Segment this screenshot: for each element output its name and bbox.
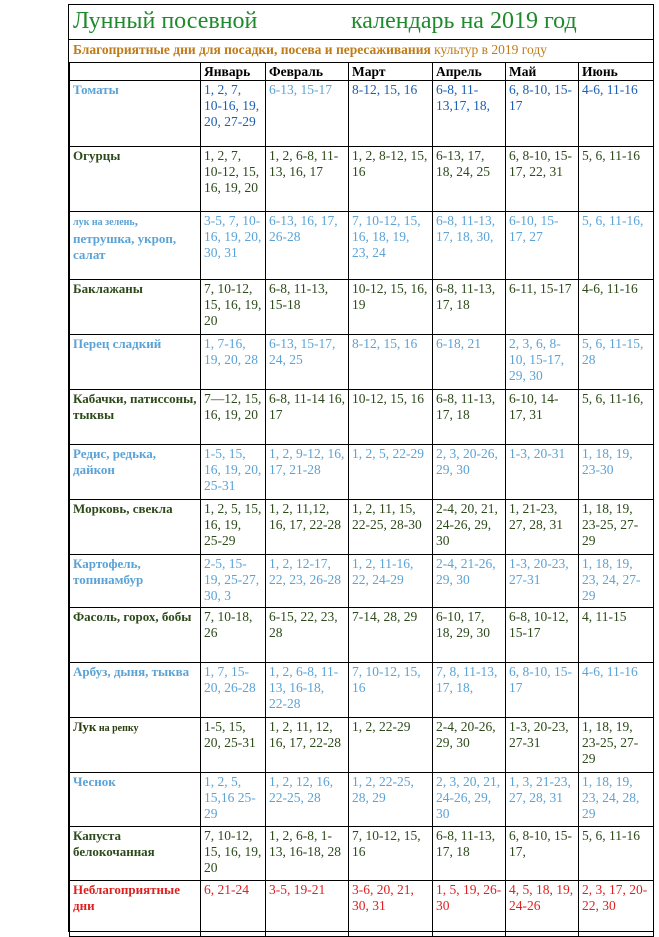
day-cell: 1, 2, 22-25, 28, 29 bbox=[349, 773, 433, 827]
day-cell: 10-12, 15, 16, 19 bbox=[349, 280, 433, 335]
day-cell: 1, 18, 19, 23, 24, 27-29 bbox=[579, 555, 654, 608]
month-header: Февраль bbox=[266, 63, 349, 81]
crop-name: Перец сладкий bbox=[70, 335, 201, 390]
day-cell: 7, 10-12, 15, 16, 18, 19, 23, 24 bbox=[349, 212, 433, 280]
calendar-sheet bbox=[68, 4, 654, 932]
day-cell: 1, 2, 11, 12, 16, 17, 22-28 bbox=[266, 718, 349, 773]
day-cell: 8-12, 15, 16 bbox=[349, 335, 433, 390]
day-cell: 4, 11-15 bbox=[579, 608, 654, 663]
day-cell: 6-15, 22, 23, 28 bbox=[266, 608, 349, 663]
table-row bbox=[70, 827, 654, 881]
table-row bbox=[70, 147, 654, 212]
table-row bbox=[70, 718, 654, 773]
crop-name-main: Лук bbox=[73, 719, 97, 734]
day-cell: 6-10, 15-17, 27 bbox=[506, 212, 579, 280]
crop-name: Картофель, топинамбур bbox=[70, 555, 201, 608]
day-cell: 1, 2, 7, 10-12, 15, 16, 19, 20 bbox=[201, 147, 266, 212]
day-cell: 1, 18, 19, 23-25, 27-29 bbox=[579, 500, 654, 555]
crop-name: Чеснок bbox=[70, 773, 201, 827]
day-cell: 1, 2, 11-16, 22, 24-29 bbox=[349, 555, 433, 608]
day-cell: 6-13, 17, 18, 24, 25 bbox=[433, 147, 506, 212]
day-cell: 6, 8-10, 15-17, 22, 31 bbox=[506, 147, 579, 212]
day-cell: 1, 3, 21-23, 27, 28, 31 bbox=[506, 773, 579, 827]
day-cell: 7, 8, 11-13, 17, 18, bbox=[433, 663, 506, 718]
day-cell: 2-4, 20, 21, 24-26, 29, 30 bbox=[433, 500, 506, 555]
header-row bbox=[70, 63, 654, 81]
day-cell: 1, 2, 22-29 bbox=[349, 718, 433, 773]
day-cell: 2, 3, 6, 8-10, 15-17, 29, 30 bbox=[506, 335, 579, 390]
day-cell: 10-12, 15, 16 bbox=[349, 390, 433, 445]
day-cell: 1, 2, 11, 15, 22-25, 28-30 bbox=[349, 500, 433, 555]
crop-name-rest: , петрушка, укроп, салат bbox=[73, 213, 177, 262]
day-cell: 4, 5, 18, 19, 24-26 bbox=[506, 881, 579, 937]
day-cell: 7, 10-12, 15, 16, 19, 20 bbox=[201, 827, 266, 881]
crop-name: Неблагоприятные дни bbox=[70, 881, 201, 937]
month-header: Май bbox=[506, 63, 579, 81]
day-cell: 1-3, 20-23, 27-31 bbox=[506, 718, 579, 773]
day-cell: 1-5, 15, 16, 19, 20, 25-31 bbox=[201, 445, 266, 500]
day-cell: 2, 3, 20, 21, 24-26, 29, 30 bbox=[433, 773, 506, 827]
day-cell: 1, 2, 12, 16, 22-25, 28 bbox=[266, 773, 349, 827]
day-cell: 1, 2, 5, 15, 16, 19, 25-29 bbox=[201, 500, 266, 555]
day-cell: 1, 7-16, 19, 20, 28 bbox=[201, 335, 266, 390]
day-cell: 5, 6, 11-15, 28 bbox=[579, 335, 654, 390]
day-cell: 1, 7, 15-20, 26-28 bbox=[201, 663, 266, 718]
day-cell: 1-3, 20-23, 27-31 bbox=[506, 555, 579, 608]
day-cell: 8-12, 15, 16 bbox=[349, 81, 433, 147]
day-cell: 7—12, 15, 16, 19, 20 bbox=[201, 390, 266, 445]
crop-name-small: на репку bbox=[96, 723, 139, 734]
day-cell: 5, 6, 11-16, bbox=[579, 212, 654, 280]
month-header: Апрель bbox=[433, 63, 506, 81]
day-cell: 6-8, 11-14 16, 17 bbox=[266, 390, 349, 445]
day-cell: 6-8, 11-13, 15-18 bbox=[266, 280, 349, 335]
day-cell: 6, 8-10, 15-17, bbox=[506, 827, 579, 881]
day-cell: 3-6, 20, 21, 30, 31 bbox=[349, 881, 433, 937]
day-cell: 7-14, 28, 29 bbox=[349, 608, 433, 663]
day-cell: 1, 2, 5, 22-29 bbox=[349, 445, 433, 500]
crop-name: Капуста белокочанная bbox=[70, 827, 201, 881]
day-cell: 5, 6, 11-16, bbox=[579, 390, 654, 445]
day-cell: 6, 8-10, 15-17 bbox=[506, 81, 579, 147]
day-cell: 4-6, 11-16 bbox=[579, 81, 654, 147]
day-cell: 1, 2, 11,12, 16, 17, 22-28 bbox=[266, 500, 349, 555]
crop-name: Баклажаны bbox=[70, 280, 201, 335]
day-cell: 1, 2, 6-8, 11-13, 16-18, 22-28 bbox=[266, 663, 349, 718]
calendar-table bbox=[69, 62, 654, 937]
day-cell: 1, 2, 5, 15,16 25-29 bbox=[201, 773, 266, 827]
title-right: календарь на 2019 год bbox=[351, 8, 577, 34]
header-corner bbox=[70, 63, 201, 81]
month-header: Март bbox=[349, 63, 433, 81]
table-row bbox=[70, 608, 654, 663]
day-cell: 1-3, 20-31 bbox=[506, 445, 579, 500]
day-cell: 4-6, 11-16 bbox=[579, 663, 654, 718]
day-cell: 4-6, 11-16 bbox=[579, 280, 654, 335]
day-cell: 1, 2, 8-12, 15, 16 bbox=[349, 147, 433, 212]
day-cell: 7, 10-18, 26 bbox=[201, 608, 266, 663]
day-cell: 3-5, 7, 10-16, 19, 20, 30, 31 bbox=[201, 212, 266, 280]
day-cell: 5, 6, 11-16 bbox=[579, 827, 654, 881]
day-cell: 6-13, 15-17, 24, 25 bbox=[266, 335, 349, 390]
day-cell: 6-10, 14-17, 31 bbox=[506, 390, 579, 445]
subtitle-row bbox=[69, 40, 653, 63]
day-cell: 6-8, 11-13, 17, 18 bbox=[433, 827, 506, 881]
crop-name: Томаты bbox=[70, 81, 201, 147]
crop-name: Огурцы bbox=[70, 147, 201, 212]
day-cell: 1, 18, 19, 23-30 bbox=[579, 445, 654, 500]
day-cell: 6-8, 11-13, 17, 18 bbox=[433, 280, 506, 335]
day-cell: 7, 10-12, 15, 16 bbox=[349, 827, 433, 881]
day-cell: 6-13, 16, 17, 26-28 bbox=[266, 212, 349, 280]
day-cell: 1, 5, 19, 26-30 bbox=[433, 881, 506, 937]
day-cell: 1, 2, 7, 10-16, 19, 20, 27-29 bbox=[201, 81, 266, 147]
crop-name: Фасоль, горох, бобы bbox=[70, 608, 201, 663]
day-cell: 6-13, 15-17 bbox=[266, 81, 349, 147]
day-cell: 5, 6, 11-16 bbox=[579, 147, 654, 212]
day-cell: 1, 2, 9-12, 16, 17, 21-28 bbox=[266, 445, 349, 500]
day-cell: 6, 21-24 bbox=[201, 881, 266, 937]
table-row bbox=[70, 335, 654, 390]
day-cell: 2-5, 15-19, 25-27, 30, 3 bbox=[201, 555, 266, 608]
table-row bbox=[70, 280, 654, 335]
day-cell: 6-8, 11-13, 17, 18, 30, bbox=[433, 212, 506, 280]
day-cell: 6-8, 11-13, 17, 18 bbox=[433, 390, 506, 445]
day-cell: 2, 3, 20-26, 29, 30 bbox=[433, 445, 506, 500]
crop-name: Редис, редька, дайкон bbox=[70, 445, 201, 500]
title-left: Лунный посевной bbox=[73, 8, 258, 34]
month-header: Июнь bbox=[579, 63, 654, 81]
day-cell: 1, 2, 12-17, 22, 23, 26-28 bbox=[266, 555, 349, 608]
subtitle-normal: культур в 2019 году bbox=[430, 42, 547, 57]
day-cell: 6, 8-10, 15-17 bbox=[506, 663, 579, 718]
day-cell: 1, 2, 6-8, 11-13, 16, 17 bbox=[266, 147, 349, 212]
day-cell: 6-8, 11-13,17, 18, bbox=[433, 81, 506, 147]
day-cell: 6-8, 10-12, 15-17 bbox=[506, 608, 579, 663]
table-row bbox=[70, 445, 654, 500]
subtitle bbox=[73, 42, 547, 58]
day-cell: 2, 3, 17, 20-22, 30 bbox=[579, 881, 654, 937]
day-cell: 1-5, 15, 20, 25-31 bbox=[201, 718, 266, 773]
table-row bbox=[70, 212, 654, 280]
day-cell: 7, 10-12, 15, 16 bbox=[349, 663, 433, 718]
crop-name: Кабачки, патиссоны, тыквы bbox=[70, 390, 201, 445]
month-header: Январь bbox=[201, 63, 266, 81]
crop-name: Арбуз, дыня, тыква bbox=[70, 663, 201, 718]
day-cell: 1, 2, 6-8, 1-13, 16-18, 28 bbox=[266, 827, 349, 881]
day-cell: 6-18, 21 bbox=[433, 335, 506, 390]
table-row bbox=[70, 81, 654, 147]
day-cell: 1, 18, 19, 23, 24, 28, 29 bbox=[579, 773, 654, 827]
day-cell: 1, 18, 19, 23-25, 27-29 bbox=[579, 718, 654, 773]
table-row bbox=[70, 663, 654, 718]
day-cell: 2-4, 21-26, 29, 30 bbox=[433, 555, 506, 608]
table-row bbox=[70, 881, 654, 937]
crop-name-main: лук на зелень bbox=[73, 217, 135, 228]
table-row bbox=[70, 773, 654, 827]
day-cell: 2-4, 20-26, 29, 30 bbox=[433, 718, 506, 773]
day-cell: 1, 21-23, 27, 28, 31 bbox=[506, 500, 579, 555]
day-cell: 6-11, 15-17 bbox=[506, 280, 579, 335]
title-row bbox=[69, 5, 653, 40]
table-row bbox=[70, 390, 654, 445]
day-cell: 7, 10-12, 15, 16, 19, 20 bbox=[201, 280, 266, 335]
table-row bbox=[70, 555, 654, 608]
subtitle-bold: Благоприятные дни для посадки, посева и пересаживания bbox=[73, 42, 431, 57]
table-row bbox=[70, 500, 654, 555]
crop-name: Морковь, свекла bbox=[70, 500, 201, 555]
crop-name bbox=[70, 212, 201, 280]
crop-name bbox=[70, 718, 201, 773]
day-cell: 6-10, 17, 18, 29, 30 bbox=[433, 608, 506, 663]
day-cell: 3-5, 19-21 bbox=[266, 881, 349, 937]
